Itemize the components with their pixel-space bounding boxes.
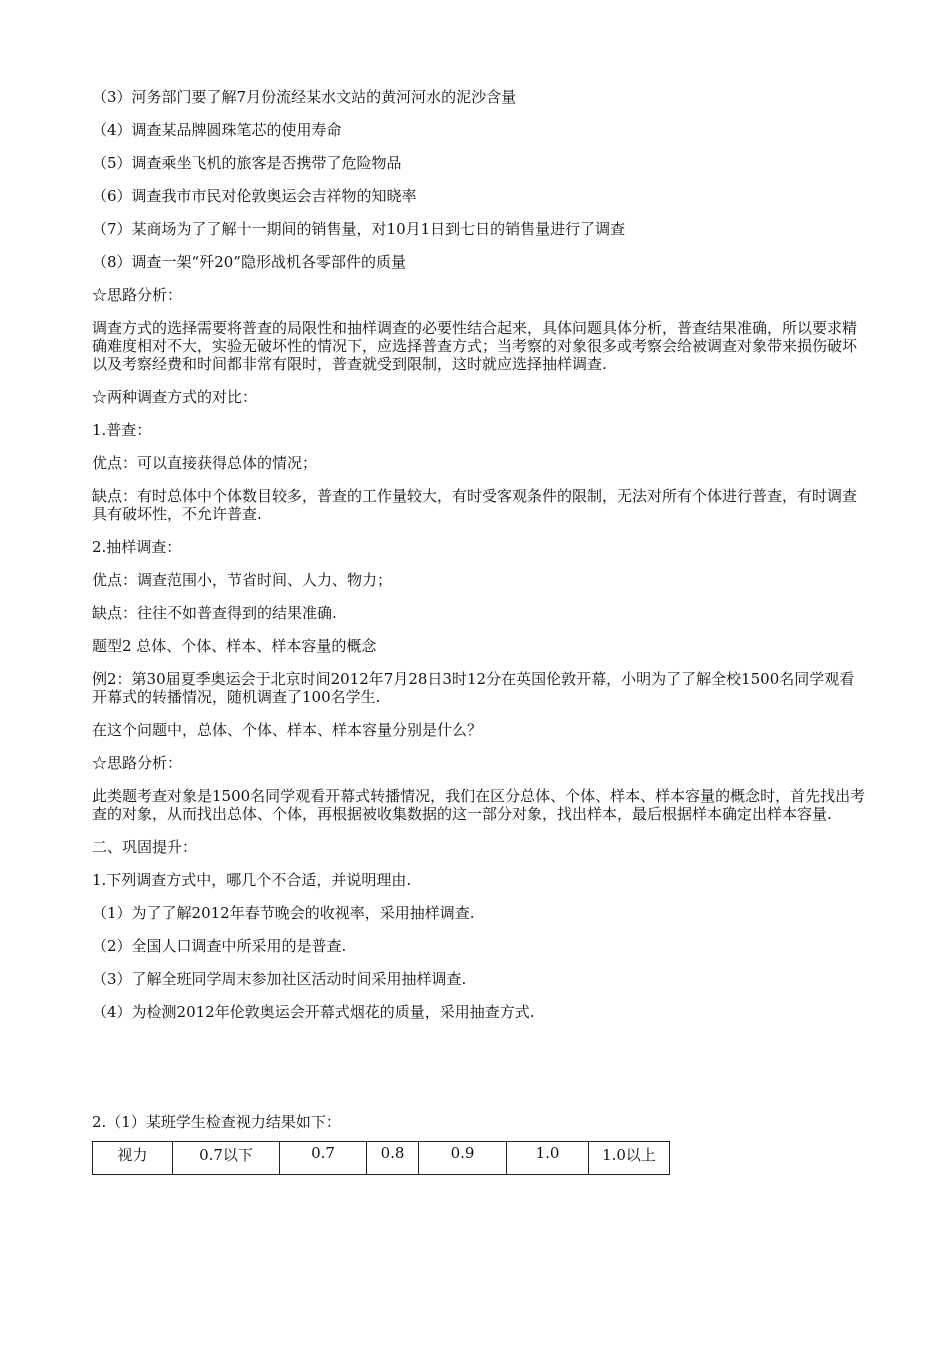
table-cell: 1.0 [507,1142,589,1175]
paragraph: （4）调查某品牌圆珠笔芯的使用寿命 [92,121,342,139]
paragraph-list [92,88,867,1021]
paragraph: （6）调查我市市民对伦敦奥运会吉祥物的知晓率 [92,187,417,205]
paragraph: （7）某商场为了了解十一期间的销售量，对10月1日到七日的销售量进行了调查 [92,220,626,238]
paragraph: 此类题考查对象是1500名同学观看开幕式转播情况，我们在区分总体、个体、样本、样本容量的概念时，首先找出考查的对象，从而找出总体、个体，再根据被收集数据的这一部分对象，找出样本，最后根据样本确定出样本容量. [92,787,866,823]
paragraph: （4）为检测2012年伦敦奥运会开幕式烟花的质量，采用抽查方式. [92,1003,535,1021]
paragraph: 调查方式的选择需要将普查的局限性和抽样调查的必要性结合起来，具体问题具体分析，普查结果准确，所以要求精确难度相对不大，实验无破坏性的情况下，应选择普查方式；当考察的对象很多或考察会给被调查对象带来损伤破坏以及考察经费和时间都非常有限时，普查就受到限制，这时就应选择抽样调查. [92,319,858,373]
table-cell: 0.7 [280,1142,367,1175]
paragraph: 1.下列调查方式中，哪几个不合适，并说明理由. [92,871,412,889]
blank-space [92,1021,867,1113]
table-cell: 1.0以上 [589,1142,670,1175]
paragraph: 优点：调查范围小，节省时间、人力、物力； [92,571,393,589]
paragraph: （3）河务部门要了解7月份流经某水文站的黄河河水的泥沙含量 [92,88,517,106]
paragraph: ☆思路分析： [92,754,183,772]
paragraph: 在这个问题中，总体、个体、样本、样本容量分别是什么？ [92,721,483,739]
table-cell: 0.8 [367,1142,419,1175]
paragraph: （2）全国人口调查中所采用的是普查. [92,937,347,955]
table-cell: 0.7以下 [173,1142,280,1175]
paragraph: （1）为了了解2012年春节晚会的收视率，采用抽样调查. [92,904,475,922]
paragraph: ☆思路分析： [92,286,183,304]
document-page [92,88,867,1175]
table-cell: 视力 [93,1142,173,1175]
paragraph: 缺点：往往不如普查得到的结果准确. [92,604,337,622]
table-row [93,1142,670,1175]
vision-table [92,1141,670,1175]
question-2-intro: 2.（1）某班学生检查视力结果如下： [92,1113,341,1131]
paragraph: 缺点：有时总体中个体数目较多，普查的工作量较大，有时受客观条件的限制，无法对所有个体进行普查，有时调查具有破坏性，不允许普查. [92,487,858,523]
paragraph: 1.普查： [92,421,152,439]
paragraph: （8）调查一架“歼20”隐形战机各零部件的质量 [92,253,406,271]
paragraph: 例2：第30届夏季奥运会于北京时间2012年7月28日3时12分在英国伦敦开幕，小明为了了解全校1500名同学观看开幕式的转播情况，随机调查了100名学生. [92,670,855,706]
paragraph: （5）调查乘坐飞机的旅客是否携带了危险物品 [92,154,402,172]
paragraph: 题型2 总体、个体、样本、样本容量的概念 [92,637,377,655]
paragraph: （3）了解全班同学周末参加社区活动时间采用抽样调查. [92,970,467,988]
paragraph: ☆两种调查方式的对比： [92,388,258,406]
table-cell: 0.9 [419,1142,507,1175]
paragraph: 二、巩固提升： [92,838,198,856]
paragraph: 优点：可以直接获得总体的情况； [92,454,318,472]
paragraph: 2.抽样调查： [92,538,182,556]
